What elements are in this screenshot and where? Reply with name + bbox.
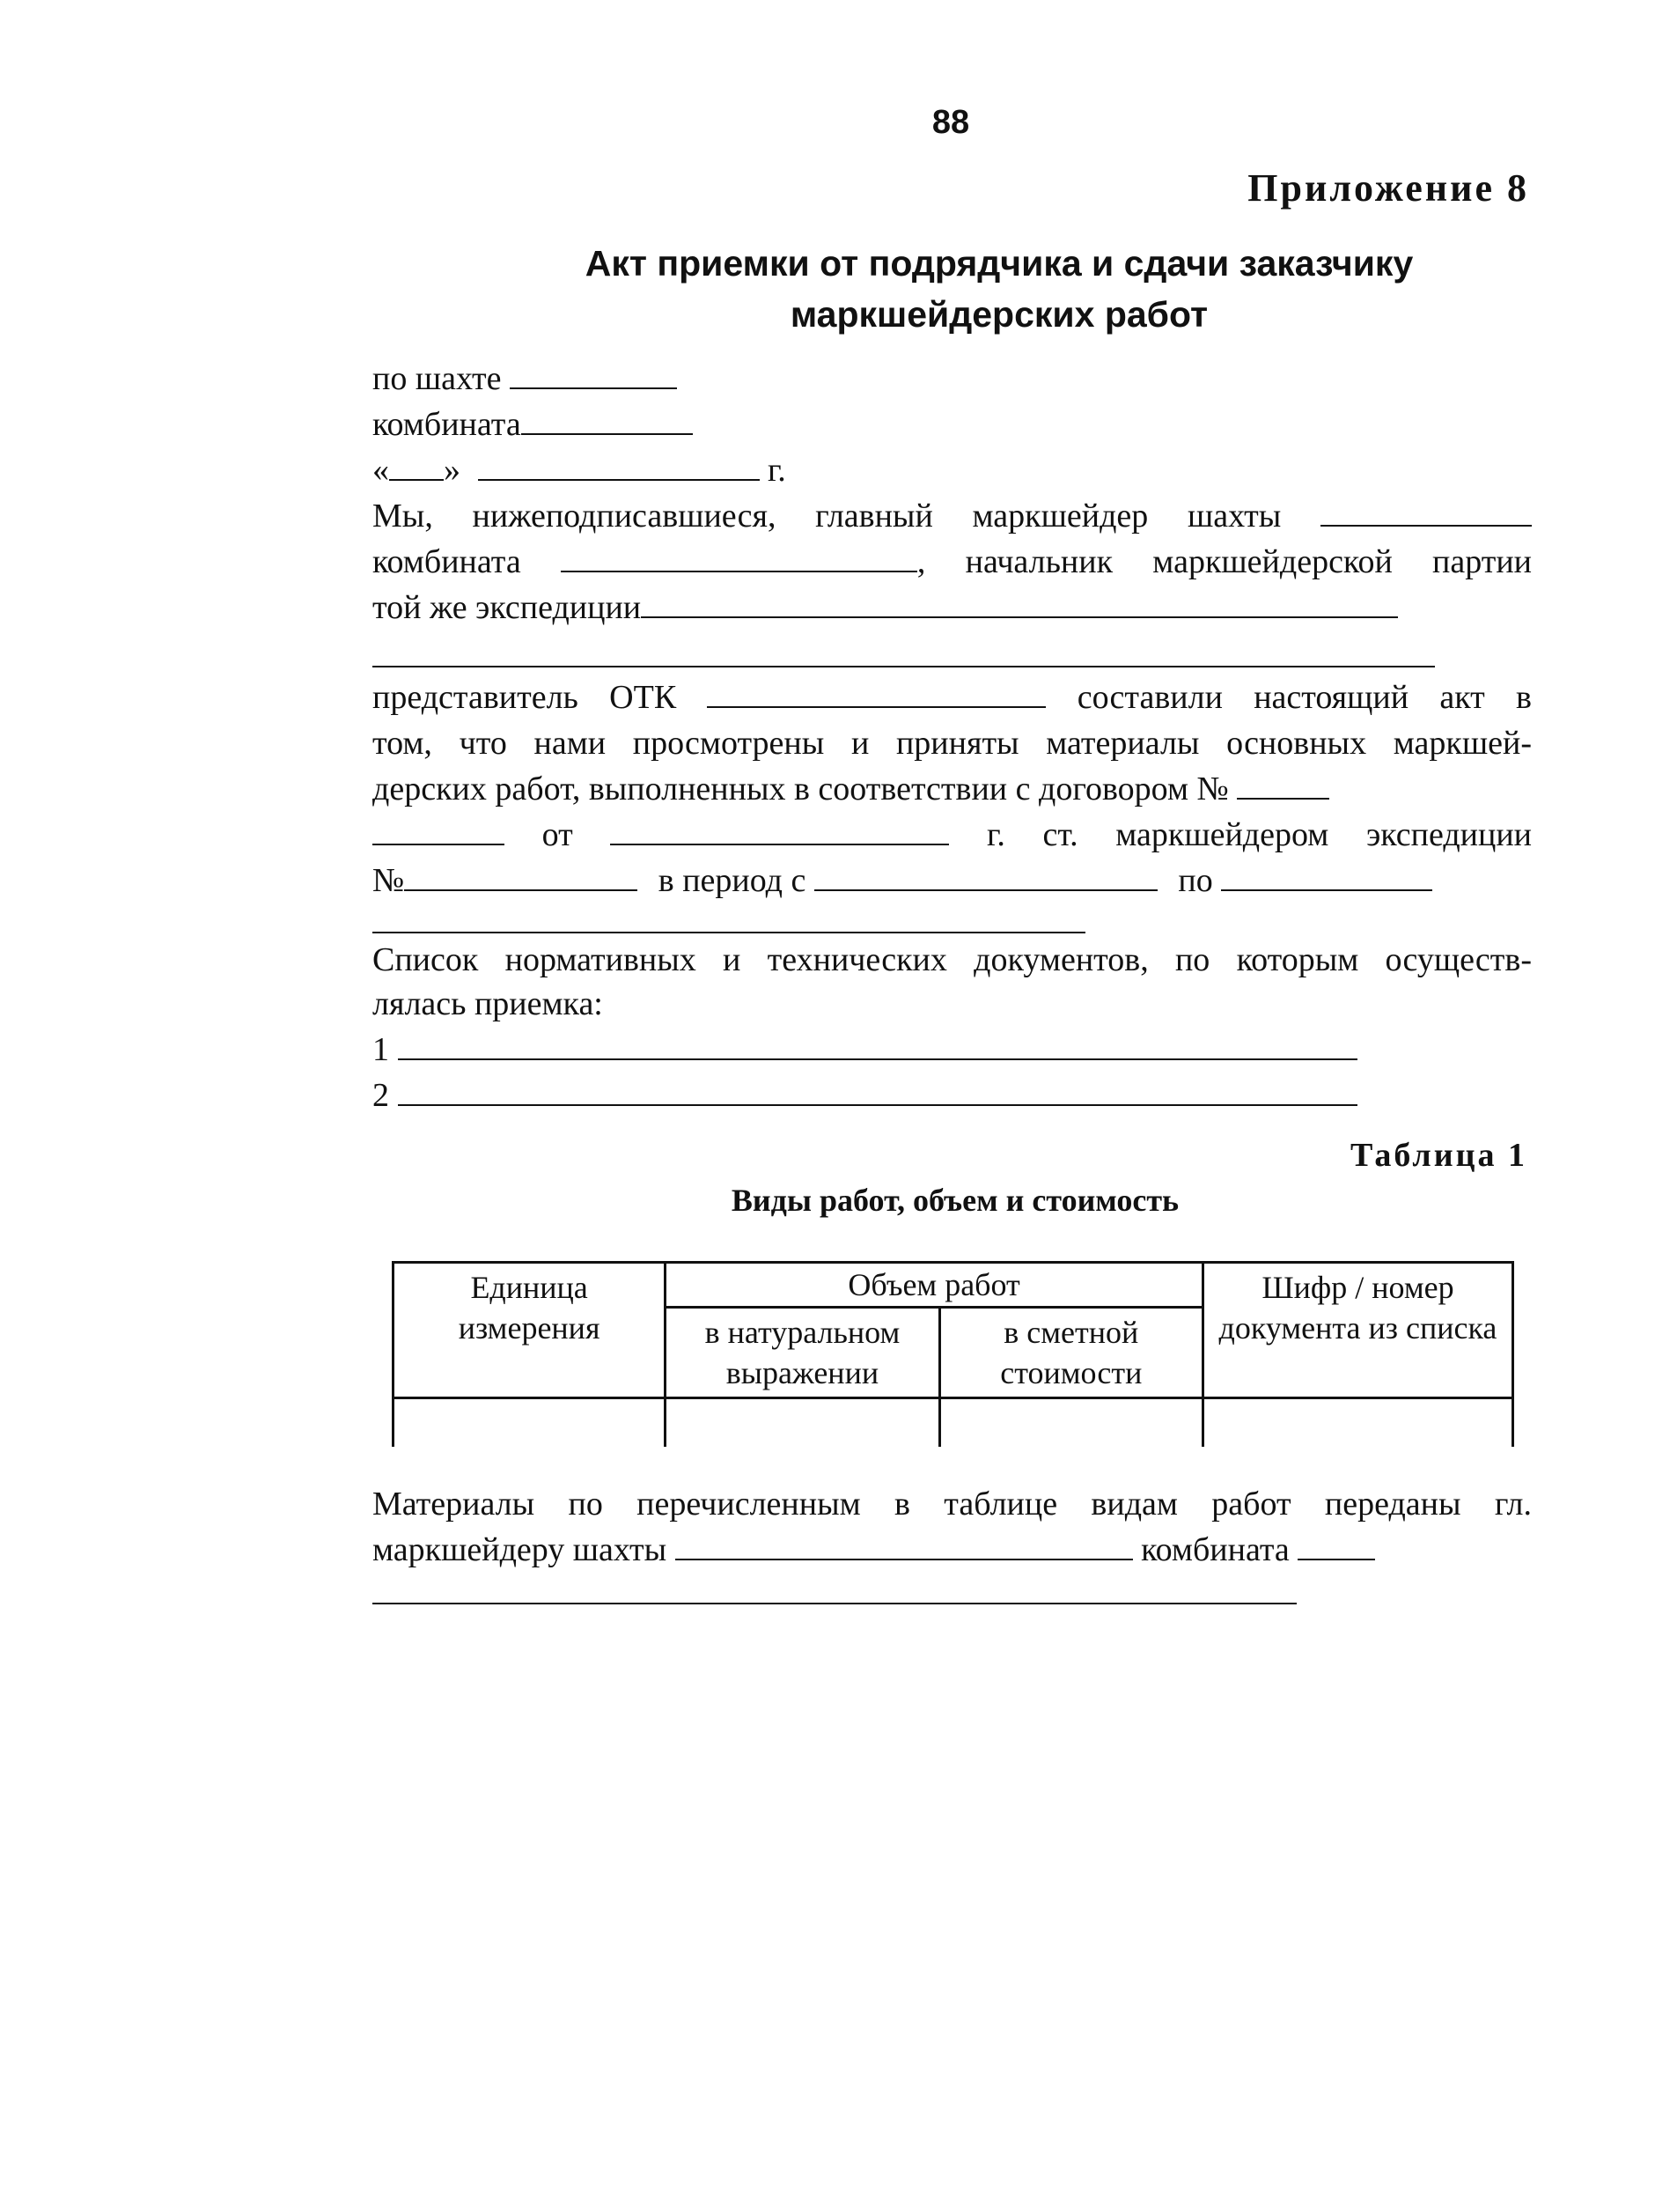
table-cell[interactable] <box>1203 1398 1512 1448</box>
docs-list-item-1 <box>372 1032 1357 1067</box>
blank-rule-1[interactable] <box>372 666 1435 667</box>
para-line-1 <box>372 498 1532 534</box>
blank-rule-2[interactable] <box>372 932 1085 933</box>
period-to-text: по <box>1178 862 1213 899</box>
period-from-blank[interactable] <box>814 863 1158 891</box>
expedition-number-blank[interactable] <box>404 863 637 891</box>
page-number: 88 <box>931 104 970 141</box>
otk-blank[interactable] <box>707 680 1046 708</box>
mine-name-blank[interactable] <box>1320 498 1532 527</box>
day-blank[interactable] <box>389 453 444 481</box>
table-label: Таблица 1 <box>1350 1137 1527 1174</box>
footer-combine-text: комбината <box>1141 1531 1290 1568</box>
table-cell[interactable] <box>939 1398 1203 1448</box>
month-blank[interactable] <box>478 453 760 481</box>
para-line-6: том, что нами просмотрены и приняты материалы основных маркшей- <box>372 725 1532 762</box>
combine-name-blank[interactable] <box>561 544 917 572</box>
expedition-text: той же экспедиции <box>372 589 642 626</box>
mine-label: по шахте <box>372 360 502 397</box>
table-cell[interactable] <box>666 1398 939 1448</box>
from-text: от <box>541 816 573 853</box>
header-volume: Объем работ <box>666 1263 1203 1308</box>
document-title <box>493 238 1505 340</box>
chief-surveyor-mine-text: маркшейдеру шахты <box>372 1531 667 1568</box>
chief-surveyor-text: Мы, нижеподписавшиеся, главный маркшейдер шахты <box>372 498 1282 535</box>
footer-line-1: Материалы по перечисленным в таблице видам работ переданы гл. <box>372 1486 1532 1523</box>
combine-label: комбината <box>372 406 521 443</box>
para-line-5 <box>372 680 1532 715</box>
contract-text: дерских работ, выполненных в соответствии с договором № <box>372 771 1229 807</box>
combine-field <box>372 407 693 442</box>
header-code: Шифр / номер документа из списка <box>1203 1263 1512 1398</box>
number-sign: № <box>372 862 405 899</box>
docs-list-line-2: лялась приемка: <box>372 985 603 1022</box>
para-line-9 <box>372 863 1432 898</box>
works-table <box>392 1261 1514 1447</box>
header-estimate: в сметной стоимости <box>939 1308 1203 1398</box>
item-number: 2 <box>372 1077 389 1114</box>
composed-text: составили настоящий акт в <box>1077 679 1532 716</box>
table-header-row-1 <box>394 1263 1513 1308</box>
footer-line-2 <box>372 1532 1375 1567</box>
table-caption: Виды работ, объем и стоимость <box>731 1183 1180 1218</box>
quote-close: » <box>444 452 460 489</box>
contract-number-cont-blank[interactable] <box>372 817 504 845</box>
expedition-blank[interactable] <box>641 590 1398 618</box>
date-field <box>372 453 786 488</box>
quote-open: « <box>372 452 389 489</box>
mine-blank[interactable] <box>510 361 677 389</box>
footer-mine-blank[interactable] <box>675 1532 1133 1560</box>
year-suffix: г. <box>768 452 786 489</box>
otk-text: представитель ОТК <box>372 679 677 716</box>
header-unit: Единица измерения <box>394 1263 666 1398</box>
period-to-blank[interactable] <box>1221 863 1432 891</box>
appendix-label: Приложение 8 <box>1247 166 1529 210</box>
item-1-blank[interactable] <box>398 1032 1357 1060</box>
item-number: 1 <box>372 1031 389 1068</box>
title-line-1: Акт приемки от подрядчика и сдачи заказчику <box>585 243 1414 284</box>
party-head-text: , начальник маркшейдерской партии <box>916 543 1533 580</box>
para-line-7 <box>372 771 1329 807</box>
contract-date-blank[interactable] <box>610 817 949 845</box>
docs-list-line-1: Список нормативных и технических документов, по которым осуществ- <box>372 941 1532 978</box>
blank-rule-3[interactable] <box>372 1603 1297 1604</box>
item-2-blank[interactable] <box>398 1078 1357 1106</box>
mine-field <box>372 361 677 396</box>
period-from-text: в период с <box>658 862 806 899</box>
header-natural: в натуральном выражении <box>666 1308 939 1398</box>
table-cell[interactable] <box>394 1398 666 1448</box>
para-line-2 <box>372 544 1532 579</box>
contract-number-blank[interactable] <box>1237 771 1329 800</box>
combine-blank[interactable] <box>521 407 693 435</box>
para-line-3 <box>372 590 1398 625</box>
senior-surveyor-text: г. ст. маркшейдером экспедиции <box>987 816 1533 853</box>
title-line-2: маркшейдерских работ <box>790 294 1209 335</box>
footer-combine-blank[interactable] <box>1298 1532 1375 1560</box>
table-row <box>394 1398 1513 1448</box>
combine-text: комбината <box>372 543 521 580</box>
para-line-8 <box>372 817 1532 852</box>
docs-list-item-2 <box>372 1078 1357 1113</box>
